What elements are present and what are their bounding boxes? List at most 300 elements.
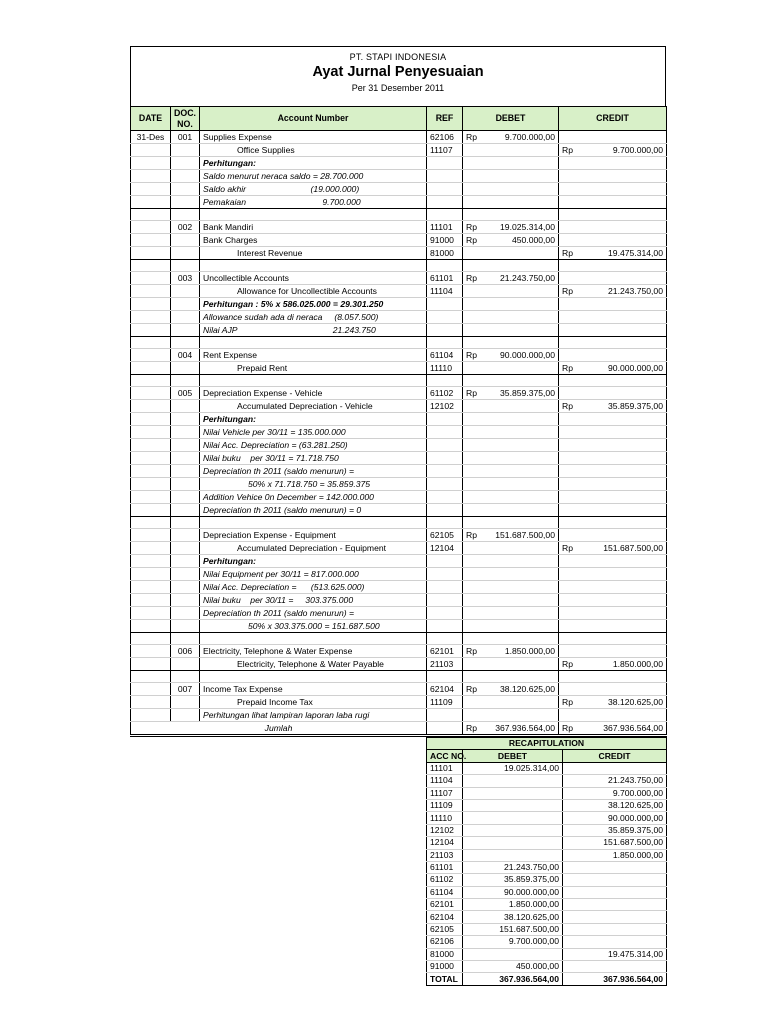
credit-cell (559, 620, 667, 633)
journal-row (131, 387, 667, 400)
doc-cell: 004 (171, 349, 200, 362)
date-cell (131, 465, 171, 478)
journal-row (131, 170, 667, 183)
doc-cell (171, 413, 200, 426)
journal-row (131, 465, 667, 478)
account-cell: Depreciation Expense - Vehicle (200, 387, 427, 400)
account-cell: Saldo akhir (19.000.000) (200, 183, 427, 196)
doc-cell (171, 568, 200, 581)
ref-cell: 61102 (427, 387, 463, 400)
date-cell (131, 620, 171, 633)
debet-cell (463, 671, 559, 683)
doc-cell (171, 709, 200, 722)
credit-cell-currency: Rp (562, 145, 573, 155)
credit-cell (559, 247, 667, 260)
account-cell: Nilai buku per 30/11 = 303.375.000 (200, 594, 427, 607)
account-cell: Allowance for Uncollectible Accounts (200, 285, 427, 298)
col-ref: REF (427, 107, 463, 131)
debet-cell (463, 337, 559, 349)
credit-cell (559, 260, 667, 272)
debet-cell (463, 413, 559, 426)
doc-cell (171, 400, 200, 413)
doc-cell (171, 504, 200, 517)
recap-credit: 35.859.375,00 (563, 824, 667, 836)
account-cell: Depreciation th 2011 (saldo menurun) = (200, 607, 427, 620)
recap-row (427, 923, 667, 935)
journal-row (131, 594, 667, 607)
journal-header-row (131, 107, 667, 131)
recap-row (427, 899, 667, 911)
credit-cell (559, 504, 667, 517)
credit-cell (559, 413, 667, 426)
doc-cell (171, 426, 200, 439)
credit-cell (559, 324, 667, 337)
account-cell: Depreciation th 2011 (saldo menurun) = (200, 465, 427, 478)
credit-cell-amount: 151.687.500,00 (603, 543, 663, 553)
date-cell (131, 311, 171, 324)
recap-debet (463, 824, 563, 836)
recap-acc: 11107 (427, 787, 463, 799)
recap-debet (463, 948, 563, 960)
account-cell (200, 260, 427, 272)
account-cell: Income Tax Expense (200, 683, 427, 696)
journal-row (131, 478, 667, 491)
doc-cell: 001 (171, 131, 200, 144)
recap-row (427, 861, 667, 873)
recap-row (427, 837, 667, 849)
doc-cell (171, 658, 200, 671)
recap-credit (563, 762, 667, 774)
journal-row (131, 671, 667, 683)
journal-row (131, 209, 667, 221)
date-cell (131, 144, 171, 157)
credit-cell (559, 529, 667, 542)
credit-cell (559, 375, 667, 387)
credit-cell-amount: 38.120.625,00 (608, 697, 663, 707)
debet-cell (463, 144, 559, 157)
journal-row (131, 452, 667, 465)
recap-credit (563, 911, 667, 923)
recap-credit: 9.700.000,00 (563, 787, 667, 799)
journal-row (131, 620, 667, 633)
doc-cell: 002 (171, 221, 200, 234)
recap-header-row (427, 750, 667, 762)
journal-row (131, 555, 667, 568)
date-cell (131, 426, 171, 439)
ref-cell: 11107 (427, 144, 463, 157)
debet-cell-amount: 19.025.314,00 (500, 222, 555, 232)
debet-cell-amount: 38.120.625,00 (500, 684, 555, 694)
credit-cell-currency: Rp (562, 248, 573, 258)
ref-cell (427, 671, 463, 683)
account-cell: 50% x 303.375.000 = 151.687.500 (200, 620, 427, 633)
credit-cell (559, 349, 667, 362)
journal-row (131, 337, 667, 349)
total-debet-currency: Rp (466, 723, 477, 733)
recap-acc: 62105 (427, 923, 463, 935)
recap-row (427, 961, 667, 973)
credit-cell (559, 183, 667, 196)
account-cell: Supplies Expense (200, 131, 427, 144)
debet-cell-amount: 450.000,00 (511, 235, 555, 245)
doc-cell (171, 298, 200, 311)
recap-debet: 38.120.625,00 (463, 911, 563, 923)
date-cell: 31-Des (131, 131, 171, 144)
ref-cell (427, 594, 463, 607)
recap-acc: 62101 (427, 899, 463, 911)
journal-row (131, 413, 667, 426)
date-cell (131, 439, 171, 452)
date-cell (131, 491, 171, 504)
account-cell: Nilai buku per 30/11 = 71.718.750 (200, 452, 427, 465)
date-cell (131, 183, 171, 196)
account-cell: Bank Charges (200, 234, 427, 247)
credit-cell-amount: 19.475.314,00 (608, 248, 663, 258)
credit-cell (559, 594, 667, 607)
doc-cell: 005 (171, 387, 200, 400)
doc-cell: 006 (171, 645, 200, 658)
credit-cell (559, 568, 667, 581)
debet-cell (463, 209, 559, 221)
credit-cell (559, 478, 667, 491)
debet-cell-amount: 9.700.000,00 (504, 132, 555, 142)
credit-cell-currency: Rp (562, 543, 573, 553)
debet-cell (463, 645, 559, 658)
debet-cell (463, 400, 559, 413)
account-cell (200, 517, 427, 529)
debet-cell (463, 349, 559, 362)
journal-row (131, 439, 667, 452)
journal-row (131, 285, 667, 298)
debet-cell (463, 387, 559, 400)
recap-credit (563, 899, 667, 911)
journal-row (131, 504, 667, 517)
recap-acc: 62104 (427, 911, 463, 923)
journal-row (131, 542, 667, 555)
ref-cell (427, 324, 463, 337)
date-cell (131, 413, 171, 426)
debet-cell (463, 568, 559, 581)
recap-acc: 12102 (427, 824, 463, 836)
date-cell (131, 324, 171, 337)
recap-acc: 11101 (427, 762, 463, 774)
account-cell: Nilai Equipment per 30/11 = 817.000.000 (200, 568, 427, 581)
journal-row (131, 491, 667, 504)
credit-cell (559, 221, 667, 234)
total-ref-cell (427, 722, 463, 736)
recap-debet: 35.859.375,00 (463, 874, 563, 886)
debet-cell-currency: Rp (466, 646, 477, 656)
doc-cell: 003 (171, 272, 200, 285)
date-cell (131, 452, 171, 465)
date-cell (131, 196, 171, 209)
debet-cell (463, 285, 559, 298)
credit-cell (559, 555, 667, 568)
credit-cell (559, 696, 667, 709)
doc-cell (171, 542, 200, 555)
debet-cell-currency: Rp (466, 350, 477, 360)
account-cell: Electricity, Telephone & Water Payable (200, 658, 427, 671)
journal-row (131, 298, 667, 311)
account-cell: Accumulated Depreciation - Equipment (200, 542, 427, 555)
journal-table (130, 106, 667, 737)
recap-debet (463, 775, 563, 787)
date-cell (131, 209, 171, 221)
ref-cell: 62106 (427, 131, 463, 144)
ref-cell: 11109 (427, 696, 463, 709)
recap-col-credit: CREDIT (563, 750, 667, 762)
account-cell: Perhitungan lihat lampiran laporan laba rugi (200, 709, 427, 722)
ref-cell (427, 196, 463, 209)
credit-cell (559, 465, 667, 478)
debet-cell-currency: Rp (466, 530, 477, 540)
recap-credit (563, 874, 667, 886)
journal-row (131, 234, 667, 247)
credit-cell (559, 387, 667, 400)
debet-cell-amount: 21.243.750,00 (500, 273, 555, 283)
recap-acc: 12104 (427, 837, 463, 849)
credit-cell-amount: 1.850.000,00 (612, 659, 663, 669)
debet-cell (463, 439, 559, 452)
ref-cell (427, 568, 463, 581)
ref-cell (427, 709, 463, 722)
credit-cell (559, 362, 667, 375)
date-cell (131, 157, 171, 170)
debet-cell (463, 131, 559, 144)
journal-row (131, 683, 667, 696)
doc-cell (171, 311, 200, 324)
account-cell: Bank Mandiri (200, 221, 427, 234)
journal-row (131, 581, 667, 594)
debet-cell (463, 298, 559, 311)
ref-cell: 12104 (427, 542, 463, 555)
doc-cell (171, 285, 200, 298)
account-cell: 50% x 71.718.750 = 35.859.375 (200, 478, 427, 491)
date-cell (131, 607, 171, 620)
credit-cell (559, 658, 667, 671)
doc-cell (171, 607, 200, 620)
account-cell: Nilai Acc. Depreciation = (513.625.000) (200, 581, 427, 594)
journal-body (131, 131, 667, 736)
recap-acc: 11109 (427, 799, 463, 811)
debet-cell (463, 234, 559, 247)
doc-cell (171, 157, 200, 170)
debet-cell (463, 260, 559, 272)
total-credit-currency: Rp (562, 723, 573, 733)
credit-cell (559, 196, 667, 209)
recap-debet: 151.687.500,00 (463, 923, 563, 935)
date-cell (131, 568, 171, 581)
doc-cell (171, 465, 200, 478)
debet-cell-currency: Rp (466, 273, 477, 283)
recap-row (427, 911, 667, 923)
journal-row (131, 375, 667, 387)
date-cell (131, 387, 171, 400)
recap-debet: 450.000,00 (463, 961, 563, 973)
recap-debet (463, 849, 563, 861)
credit-cell (559, 157, 667, 170)
doc-cell (171, 620, 200, 633)
doc-cell (171, 260, 200, 272)
account-cell: Depreciation th 2011 (saldo menurun) = 0 (200, 504, 427, 517)
debet-cell (463, 620, 559, 633)
recap-col-debet: DEBET (463, 750, 563, 762)
debet-cell (463, 426, 559, 439)
account-cell: Allowance sudah ada di neraca (8.057.500) (200, 311, 427, 324)
doc-cell (171, 183, 200, 196)
date-cell (131, 696, 171, 709)
ref-cell (427, 491, 463, 504)
total-debet-amount: 367.936.564,00 (495, 723, 555, 733)
account-cell: Uncollectible Accounts (200, 272, 427, 285)
credit-cell (559, 671, 667, 683)
date-cell (131, 709, 171, 722)
journal-row (131, 183, 667, 196)
ref-cell (427, 426, 463, 439)
ref-cell (427, 439, 463, 452)
col-doc: DOC. NO. (171, 107, 200, 131)
debet-cell-currency: Rp (466, 222, 477, 232)
credit-cell (559, 426, 667, 439)
recap-debet (463, 799, 563, 811)
account-cell: Prepaid Rent (200, 362, 427, 375)
account-cell: Interest Revenue (200, 247, 427, 260)
credit-cell-currency: Rp (562, 697, 573, 707)
recap-debet (463, 787, 563, 799)
recap-total-debet: 367.936.564,00 (463, 973, 563, 985)
ref-cell: 62105 (427, 529, 463, 542)
debet-cell-currency: Rp (466, 235, 477, 245)
date-cell (131, 555, 171, 568)
credit-cell-amount: 35.859.375,00 (608, 401, 663, 411)
journal-row (131, 400, 667, 413)
recap-credit (563, 961, 667, 973)
doc-cell (171, 517, 200, 529)
doc-cell (171, 196, 200, 209)
doc-cell (171, 594, 200, 607)
date-cell (131, 581, 171, 594)
debet-cell (463, 221, 559, 234)
journal-row (131, 696, 667, 709)
debet-cell (463, 517, 559, 529)
journal-row (131, 568, 667, 581)
account-cell: Pemakaian 9.700.000 (200, 196, 427, 209)
ref-cell: 11110 (427, 362, 463, 375)
date-cell (131, 400, 171, 413)
doc-cell (171, 581, 200, 594)
date-cell (131, 272, 171, 285)
recap-row (427, 775, 667, 787)
date-cell (131, 362, 171, 375)
date-cell (131, 478, 171, 491)
recap-debet: 90.000.000,00 (463, 886, 563, 898)
debet-cell-amount: 90.000.000,00 (500, 350, 555, 360)
recap-row (427, 849, 667, 861)
recap-debet: 1.850.000,00 (463, 899, 563, 911)
date-cell (131, 645, 171, 658)
col-date: DATE (131, 107, 171, 131)
recap-acc: 11110 (427, 812, 463, 824)
ref-cell (427, 478, 463, 491)
col-credit: CREDIT (559, 107, 667, 131)
debet-cell (463, 709, 559, 722)
date-cell (131, 633, 171, 645)
ref-cell: 12102 (427, 400, 463, 413)
recap-credit: 90.000.000,00 (563, 812, 667, 824)
debet-cell (463, 683, 559, 696)
total-debet (463, 722, 559, 736)
account-cell: Nilai AJP 21.243.750 (200, 324, 427, 337)
date-cell (131, 504, 171, 517)
doc-cell (171, 324, 200, 337)
recap-row (427, 812, 667, 824)
ref-cell (427, 465, 463, 478)
doc-cell (171, 234, 200, 247)
credit-cell-amount: 21.243.750,00 (608, 286, 663, 296)
journal-row (131, 157, 667, 170)
recap-debet (463, 837, 563, 849)
debet-cell (463, 157, 559, 170)
doc-cell (171, 337, 200, 349)
journal-row (131, 529, 667, 542)
company-name: PT. STAPI INDONESIA (349, 52, 447, 62)
account-cell: Office Supplies (200, 144, 427, 157)
recap-col-acc: ACC NO. (427, 750, 463, 762)
recap-credit: 21.243.750,00 (563, 775, 667, 787)
account-cell: Prepaid Income Tax (200, 696, 427, 709)
recap-body (427, 762, 667, 985)
journal-row (131, 362, 667, 375)
credit-cell (559, 517, 667, 529)
debet-cell (463, 324, 559, 337)
credit-cell (559, 234, 667, 247)
recap-credit (563, 861, 667, 873)
report-period: Per 31 Desember 2011 (351, 83, 445, 93)
debet-cell (463, 696, 559, 709)
credit-cell-amount: 90.000.000,00 (608, 363, 663, 373)
doc-cell (171, 452, 200, 465)
doc-cell (171, 247, 200, 260)
debet-cell (463, 607, 559, 620)
total-label: Jumlah (131, 722, 427, 736)
date-cell (131, 658, 171, 671)
doc-cell (171, 671, 200, 683)
recap-total-label: TOTAL (427, 973, 463, 985)
recap-table (426, 737, 667, 986)
debet-cell (463, 170, 559, 183)
ref-cell (427, 170, 463, 183)
doc-cell (171, 478, 200, 491)
ref-cell (427, 311, 463, 324)
total-credit-amount: 367.936.564,00 (603, 723, 663, 733)
doc-cell (171, 555, 200, 568)
debet-cell-amount: 151.687.500,00 (495, 530, 555, 540)
credit-cell (559, 581, 667, 594)
date-cell (131, 542, 171, 555)
account-cell: Electricity, Telephone & Water Expense (200, 645, 427, 658)
credit-cell (559, 131, 667, 144)
ref-cell (427, 555, 463, 568)
ref-cell (427, 413, 463, 426)
recap-debet (463, 812, 563, 824)
account-cell: Perhitungan: (200, 157, 427, 170)
ref-cell: 61101 (427, 272, 463, 285)
doc-cell (171, 375, 200, 387)
date-cell (131, 594, 171, 607)
recap-credit: 19.475.314,00 (563, 948, 667, 960)
credit-cell (559, 439, 667, 452)
journal-row (131, 517, 667, 529)
